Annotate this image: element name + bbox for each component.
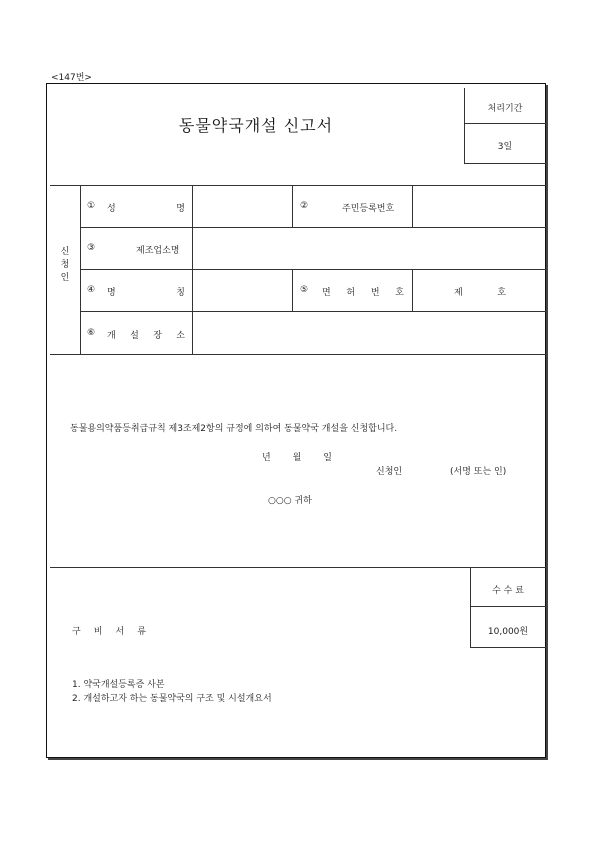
location-number: ⑥ (87, 328, 96, 338)
business-label: 명 칭 (107, 288, 185, 298)
addressee: ○○○ 귀하 (268, 496, 312, 506)
business-number: ④ (87, 285, 96, 295)
name-field[interactable] (194, 187, 290, 225)
date-line[interactable]: 년 월 일 (262, 453, 332, 463)
row-line-3 (80, 311, 546, 312)
fee-box-bottom (470, 647, 546, 648)
row-line-1 (80, 227, 546, 228)
applicant-bottom-line (50, 354, 546, 355)
field-label-divider (192, 185, 193, 354)
sign-or-seal-label: (서명 또는 인) (450, 467, 507, 477)
row-line-2 (80, 269, 546, 270)
processing-period-value: 3일 (497, 142, 513, 152)
row1-mid-divider (292, 185, 293, 227)
name-number: ① (87, 201, 96, 211)
license-number-label: 면 허 번 호 (322, 288, 404, 298)
row1-value-divider (412, 185, 413, 227)
address-field[interactable] (194, 229, 544, 267)
license-number-field[interactable]: 제 호 (454, 288, 506, 298)
location-field[interactable] (194, 314, 544, 352)
declaration-statement: 동물용의약품등취급규칙 제3조제2항의 규정에 의하여 동물약국 개설을 신청합니다. (70, 424, 398, 434)
location-label: 개 설 장 소 (107, 331, 185, 341)
attachment-item: 1. 약국개설등록증 사본 (72, 680, 165, 690)
attachments-label: 구 비 서 류 (72, 627, 146, 637)
applicant-section-label: 신 청 인 (60, 247, 70, 283)
page-title: 동물약국개설 신고서 (178, 116, 334, 135)
declaration-bottom-line (50, 567, 546, 568)
name-label: 성 명 (107, 204, 185, 214)
header-bottom-line (50, 185, 546, 186)
address-number: ③ (87, 243, 96, 253)
license-number-number: ⑤ (300, 285, 309, 295)
processing-divider (464, 123, 546, 124)
applicant-sign-label: 신청인 (376, 467, 403, 477)
processing-box-bottom (464, 163, 546, 164)
processing-period-label: 처리기간 (487, 104, 523, 114)
rrn-number: ② (300, 201, 309, 211)
form-number: <147번> (51, 73, 92, 83)
row3-mid-divider (292, 269, 293, 311)
attachment-item: 2. 개설하고자 하는 동물약국의 구조 및 시설개요서 (72, 694, 272, 704)
rrn-field[interactable] (414, 187, 544, 225)
rrn-label: 주민등록번호 (342, 204, 395, 214)
fee-divider (470, 606, 546, 607)
fee-label: 수 수 료 (492, 586, 524, 596)
row3-value-divider (412, 269, 413, 311)
fee-value: 10,000원 (487, 627, 529, 637)
address-label: 제조업소명 (136, 246, 180, 256)
applicant-label-divider (80, 185, 81, 354)
business-field[interactable] (194, 271, 290, 309)
